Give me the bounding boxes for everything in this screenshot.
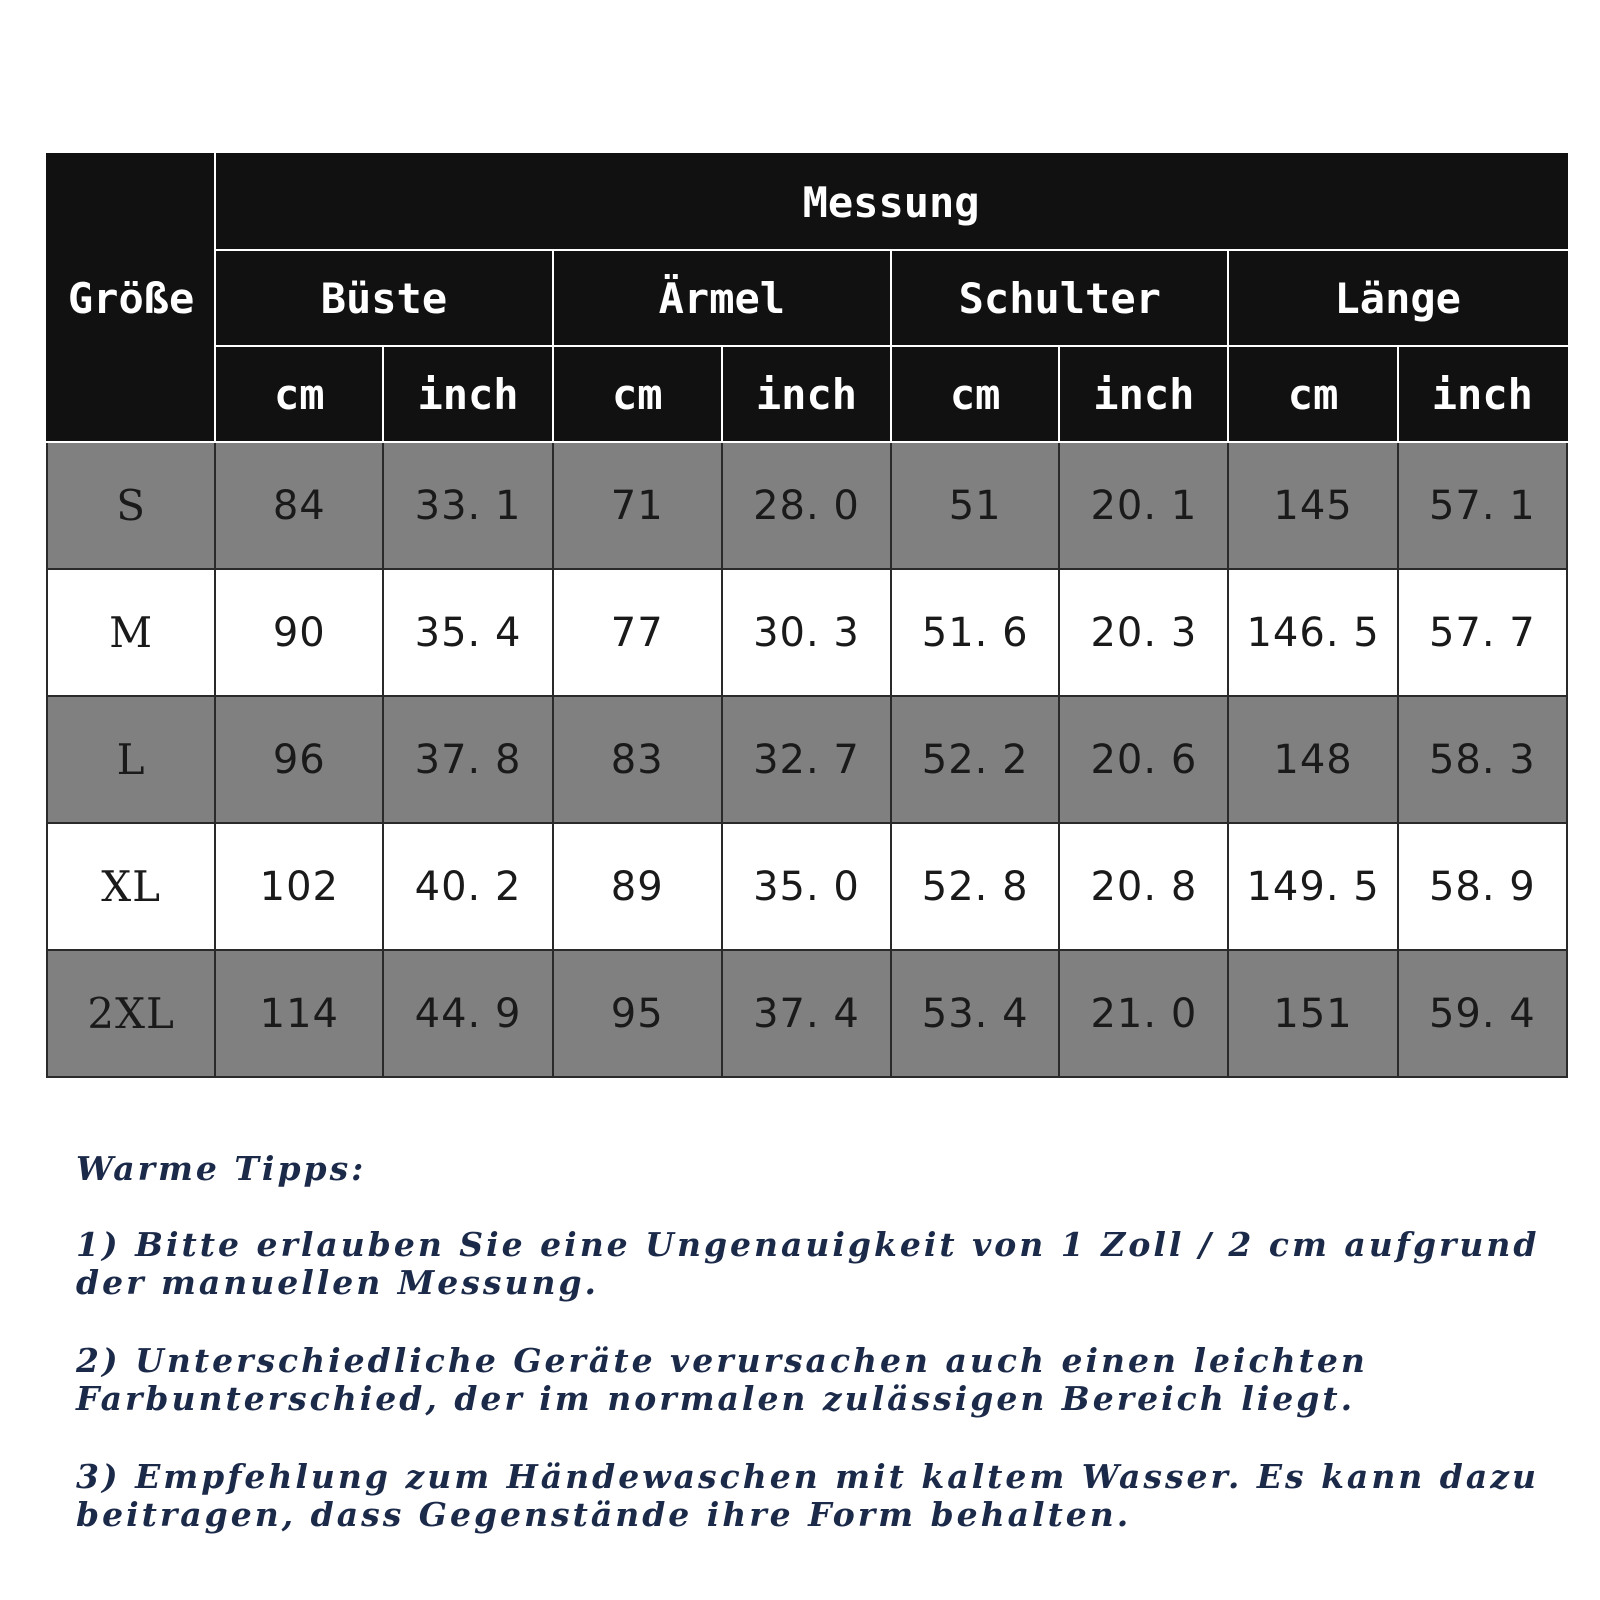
value-cell: 102 — [215, 823, 383, 950]
value-cell: 20. 6 — [1059, 696, 1228, 823]
shoulder-cm-header: cm — [891, 346, 1059, 442]
value-cell: 149. 5 — [1228, 823, 1397, 950]
value-cell: 148 — [1228, 696, 1397, 823]
value-cell: 58. 3 — [1398, 696, 1567, 823]
value-cell: 52. 2 — [891, 696, 1059, 823]
length-cm-header: cm — [1228, 346, 1397, 442]
value-cell: 95 — [553, 950, 722, 1077]
value-cell: 35. 0 — [722, 823, 891, 950]
tip-item: 2) Unterschiedliche Geräte verursachen auch einen leichten Farbunterschied, der im normalen zulässigen Bereich liegt. — [76, 1341, 1368, 1418]
measurement-group-header: Messung — [215, 154, 1567, 250]
tip-item: 3) Empfehlung zum Händewaschen mit kaltem Wasser. Es kann dazu beitragen, dass Gegenstände ihre Form behalten. — [76, 1457, 1539, 1534]
sleeve-inch-header: inch — [722, 346, 891, 442]
value-cell: 53. 4 — [891, 950, 1059, 1077]
table-row — [47, 823, 1567, 950]
value-cell: 146. 5 — [1228, 569, 1397, 696]
value-cell: 57. 7 — [1398, 569, 1567, 696]
tip-item: 1) Bitte erlauben Sie eine Ungenauigkeit von 1 Zoll / 2 cm aufgrund der manuellen Messung. — [76, 1225, 1540, 1302]
value-cell: 59. 4 — [1398, 950, 1567, 1077]
value-cell: 37. 8 — [383, 696, 552, 823]
length-header: Länge — [1228, 250, 1567, 346]
shoulder-header: Schulter — [891, 250, 1228, 346]
care-tips — [76, 1150, 1556, 1574]
value-cell: 30. 3 — [722, 569, 891, 696]
value-cell: 90 — [215, 569, 383, 696]
value-cell: 20. 1 — [1059, 442, 1228, 569]
value-cell: 145 — [1228, 442, 1397, 569]
value-cell: 151 — [1228, 950, 1397, 1077]
value-cell: 20. 3 — [1059, 569, 1228, 696]
size-cell: M — [47, 569, 215, 696]
table-row — [47, 442, 1567, 569]
value-cell: 51 — [891, 442, 1059, 569]
value-cell: 84 — [215, 442, 383, 569]
tips-heading: Warme Tipps: — [76, 1149, 367, 1188]
length-inch-header: inch — [1398, 346, 1567, 442]
value-cell: 52. 8 — [891, 823, 1059, 950]
value-cell: 20. 8 — [1059, 823, 1228, 950]
bust-cm-header: cm — [215, 346, 383, 442]
size-cell: XL — [47, 823, 215, 950]
value-cell: 89 — [553, 823, 722, 950]
value-cell: 40. 2 — [383, 823, 552, 950]
bust-inch-header: inch — [383, 346, 552, 442]
size-cell: L — [47, 696, 215, 823]
value-cell: 21. 0 — [1059, 950, 1228, 1077]
value-cell: 33. 1 — [383, 442, 552, 569]
size-column-header: Größe — [47, 154, 215, 442]
value-cell: 58. 9 — [1398, 823, 1567, 950]
value-cell: 51. 6 — [891, 569, 1059, 696]
value-cell: 28. 0 — [722, 442, 891, 569]
value-cell: 44. 9 — [383, 950, 552, 1077]
value-cell: 57. 1 — [1398, 442, 1567, 569]
table-row — [47, 569, 1567, 696]
value-cell: 96 — [215, 696, 383, 823]
value-cell: 77 — [553, 569, 722, 696]
value-cell: 71 — [553, 442, 722, 569]
value-cell: 32. 7 — [722, 696, 891, 823]
value-cell: 83 — [553, 696, 722, 823]
shoulder-inch-header: inch — [1059, 346, 1228, 442]
size-cell: S — [47, 442, 215, 569]
size-chart-table — [46, 153, 1568, 1078]
sleeve-header: Ärmel — [553, 250, 891, 346]
value-cell: 35. 4 — [383, 569, 552, 696]
table-row — [47, 950, 1567, 1077]
sleeve-cm-header: cm — [553, 346, 722, 442]
table-row — [47, 696, 1567, 823]
size-cell: 2XL — [47, 950, 215, 1077]
value-cell: 37. 4 — [722, 950, 891, 1077]
bust-header: Büste — [215, 250, 552, 346]
value-cell: 114 — [215, 950, 383, 1077]
